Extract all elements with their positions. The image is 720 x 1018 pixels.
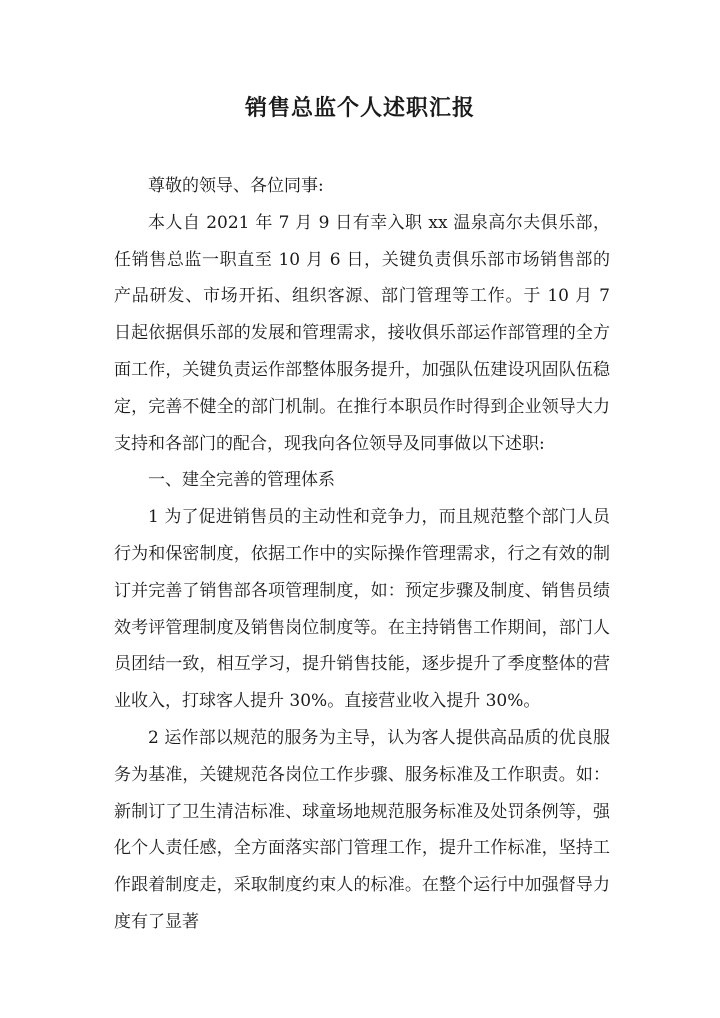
body-paragraph: 1 为了促进销售员的主动性和竞争力，而且规范整个部门人员行为和保密制度，依据工作中的实际操作管理需求，行之有效的制订并完善了销售部各项管理制度，如：预定步骤及制度、销售员绩效考评管理制度及销售岗位制度等。在主持销售工作期间，部门人员团结一致，相互学习，提升销售技能，逐步提升了季度整体的营业收入，打球客人提升 30%。直接营业收入提升 30%。: [114, 507, 610, 712]
document-title: 销售总监个人述职汇报: [244, 95, 475, 121]
document-body: [114, 168, 610, 941]
salutation: 尊敬的领导、各位同事:: [148, 176, 324, 196]
body-paragraph: 2 运作部以规范的服务为主导，认为客人提供高品质的优良服务为基准，关键规范各岗位工作步骤、服务标准及工作职责。如：新制订了卫生清洁标准、球童场地规范服务标准及处罚条例等，强化个人责任感，全方面落实部门管理工作，提升工作标准，坚持工作跟着制度走，采取制度约束人的标准。在整个运行中加强督导力度有了显著: [114, 727, 610, 932]
intro-paragraph: 本人自 2021 年 7 月 9 日有幸入职 xx 温泉高尔夫俱乐部，任销售总监一职直至 10 月 6 日，关键负责俱乐部市场销售部的产品研发、市场开拓、组织客源、部门管理等工作。于 10 月 7 日起依据俱乐部的发展和管理需求，接收俱乐部运作部管理的全方面工作，关键负责运作部整体服务提升，加强队伍建设巩固队伍稳定，完善不健全的部门机制。在推行本职员作时得到企业领导大力支持和各部门的配合，现我向各位领导及同事做以下述职:: [114, 212, 610, 454]
section-heading: 一、建全完善的管理体系: [148, 470, 335, 491]
